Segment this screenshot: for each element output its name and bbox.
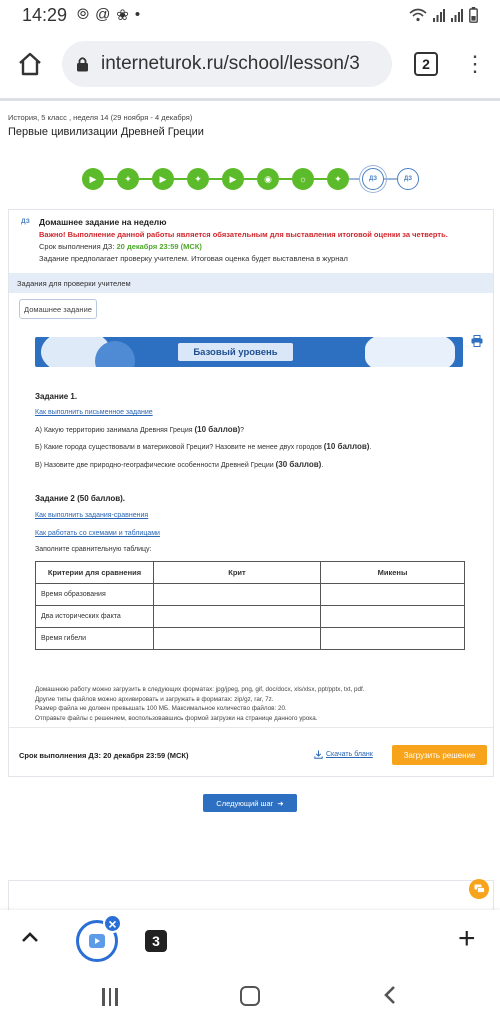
arrow-right-icon: ➜ — [277, 798, 284, 808]
notification-icons — [77, 6, 140, 24]
system-navigation-bar — [0, 972, 500, 1027]
table-cell — [154, 628, 321, 650]
step-homework[interactable]: ДЗ — [397, 168, 419, 190]
chat-icon — [474, 884, 485, 894]
address-bar[interactable] — [62, 41, 392, 87]
step-connector — [174, 178, 187, 180]
table-cell: Время образования — [36, 584, 154, 606]
next-step-label: Следующий шаг — [216, 798, 274, 808]
notification-icon: • — [134, 6, 141, 23]
table-row — [36, 628, 465, 650]
home-icon[interactable] — [12, 46, 48, 82]
home-button-icon[interactable] — [240, 986, 260, 1006]
table-header: Критерии для сравнения — [36, 562, 154, 584]
lock-icon — [76, 56, 89, 72]
table-cell: Время гибели — [36, 628, 154, 650]
browser-toolbar — [0, 36, 500, 92]
notification-icon: @ — [95, 6, 111, 23]
recent-apps-icon[interactable] — [102, 988, 118, 1006]
status-bar — [0, 0, 500, 30]
section-header: Задания для проверки учителем — [9, 273, 493, 293]
homework-tag: ДЗ — [21, 218, 30, 225]
practice-icon: ✦ — [334, 173, 342, 184]
lightbulb-icon: ☼ — [298, 174, 308, 184]
step-video[interactable] — [152, 168, 174, 190]
homework-card — [8, 209, 494, 777]
homework-deadline: Срок выполнения ДЗ: 20 декабря 23:59 (МСК) — [39, 242, 202, 251]
step-connector — [349, 178, 362, 180]
level-label: Базовый уровень — [178, 343, 293, 361]
table-cell — [154, 606, 321, 628]
play-icon: ▶ — [229, 173, 237, 184]
download-icon — [314, 750, 323, 759]
card-divider — [9, 727, 493, 728]
table-cell — [321, 584, 465, 606]
notification-icon: ❀ — [116, 7, 129, 24]
step-connector — [209, 178, 222, 180]
print-icon[interactable] — [471, 334, 483, 352]
deadline-footer: Срок выполнения ДЗ: 20 декабря 23:59 (МСК) — [19, 751, 189, 760]
toolbar-divider — [0, 98, 500, 101]
step-connector — [139, 178, 152, 180]
back-icon[interactable] — [382, 984, 398, 1011]
step-idea[interactable] — [292, 168, 314, 190]
task2-help-link-comparison[interactable]: Как выполнить задания-сравнения — [35, 512, 149, 519]
chevron-up-icon[interactable] — [20, 930, 40, 949]
kebab-menu-icon[interactable]: ⋮ — [464, 51, 486, 76]
play-icon: ▶ — [89, 173, 97, 184]
download-form-link[interactable] — [314, 750, 373, 759]
tab-homework[interactable]: Домашнее задание — [19, 299, 97, 319]
chat-button[interactable] — [469, 879, 489, 899]
clock: 14:29 — [22, 4, 68, 25]
step-practice[interactable] — [187, 168, 209, 190]
task1-title: Задание 1. — [35, 392, 78, 401]
system-icons — [409, 7, 478, 23]
table-cell — [321, 628, 465, 650]
task2-help-link-tables[interactable]: Как работать со схемами и таблицами — [35, 530, 160, 537]
wifi-icon — [409, 8, 427, 22]
step-video[interactable] — [82, 168, 104, 190]
next-step-button[interactable] — [203, 794, 297, 812]
tabs-button[interactable]: 2 — [414, 52, 438, 76]
level-banner — [35, 337, 463, 367]
step-connector — [244, 178, 257, 180]
table-header: Крит — [154, 562, 321, 584]
lesson-steps — [82, 167, 419, 191]
practice-icon: ✦ — [124, 173, 132, 184]
table-row — [36, 584, 465, 606]
step-test[interactable] — [257, 168, 279, 190]
table-cell: Два исторических факта — [36, 606, 154, 628]
battery-icon — [469, 7, 478, 23]
task1-question-b: Б) Какие города существовали в материковой Греции? Назовите не менее двух городов (10 баллов). — [35, 442, 372, 451]
video-tab-icon — [88, 932, 106, 950]
step-practice[interactable] — [327, 168, 349, 190]
step-connector — [279, 178, 292, 180]
step-practice[interactable] — [117, 168, 139, 190]
banner-decoration — [95, 341, 135, 367]
deadline-date: 20 декабря 23:59 (МСК) — [116, 242, 202, 251]
practice-icon: ✦ — [194, 173, 202, 184]
table-cell — [154, 584, 321, 606]
browser-tab-bar — [0, 910, 500, 972]
task1-question-c: В) Назовите две природно-географические особенности Древней Греции (30 баллов). — [35, 460, 324, 469]
url-text: interneturok.ru/school/lesson/3 — [101, 53, 360, 74]
step-homework-current[interactable]: ДЗ — [362, 168, 384, 190]
upload-solution-button[interactable]: Загрузить решение — [392, 745, 487, 765]
step-video[interactable] — [222, 168, 244, 190]
notification-icon: ⦾ — [77, 6, 90, 23]
new-tab-plus-icon[interactable]: + — [458, 922, 476, 955]
play-icon: ▶ — [159, 173, 167, 184]
task1-question-a: А) Какую территорию занимала Древняя Греция (10 баллов)? — [35, 425, 245, 434]
step-connector — [384, 178, 397, 180]
medal-icon: ◉ — [264, 173, 272, 184]
signal-icon — [433, 8, 445, 22]
table-cell — [321, 606, 465, 628]
breadcrumb: История, 5 класс , неделя 14 (29 ноября - 4 декабря) — [8, 113, 193, 122]
banner-decoration — [365, 337, 455, 367]
task2-instruction: Заполните сравнительную таблицу: — [35, 546, 152, 553]
tab-thumbnail[interactable]: 3 — [145, 930, 167, 952]
page-title: Первые цивилизации Древней Греции — [8, 126, 204, 138]
signal-icon — [451, 8, 463, 22]
close-icon[interactable]: × — [103, 914, 122, 933]
homework-warning: Важно! Выполнение данной работы является обязательным для выставления итоговой оценки за четверть. — [39, 230, 448, 239]
task1-help-link[interactable]: Как выполнить письменное задание — [35, 409, 153, 416]
task2-title: Задание 2 (50 баллов). — [35, 494, 126, 503]
download-label: Скачать бланк — [326, 751, 373, 758]
comparison-table — [35, 561, 465, 650]
table-header-row — [36, 562, 465, 584]
table-row — [36, 606, 465, 628]
file-upload-info: Домашнюю работу можно загрузить в следующих форматах: jpg/jpeg, png, gif, doc/docx, xls/xlsx, ppt/pptx, txt, pdf. Другие типы файлов можно архивировать и загружать в форматах: zip/gz, rar, 7z. Размер файла не должен превышать 100 МБ. Максимальное количество файлов: 20. Отправьте файлы с решением, воспользовавшись формой загрузки на странице данного урока. — [35, 686, 365, 722]
step-connector — [314, 178, 327, 180]
step-connector — [104, 178, 117, 180]
homework-note: Задание предполагает проверку учителем. Итоговая оценка будет выставлена в журнал — [39, 254, 348, 263]
homework-title: Домашнее задание на неделю — [39, 217, 167, 227]
table-header: Микены — [321, 562, 465, 584]
